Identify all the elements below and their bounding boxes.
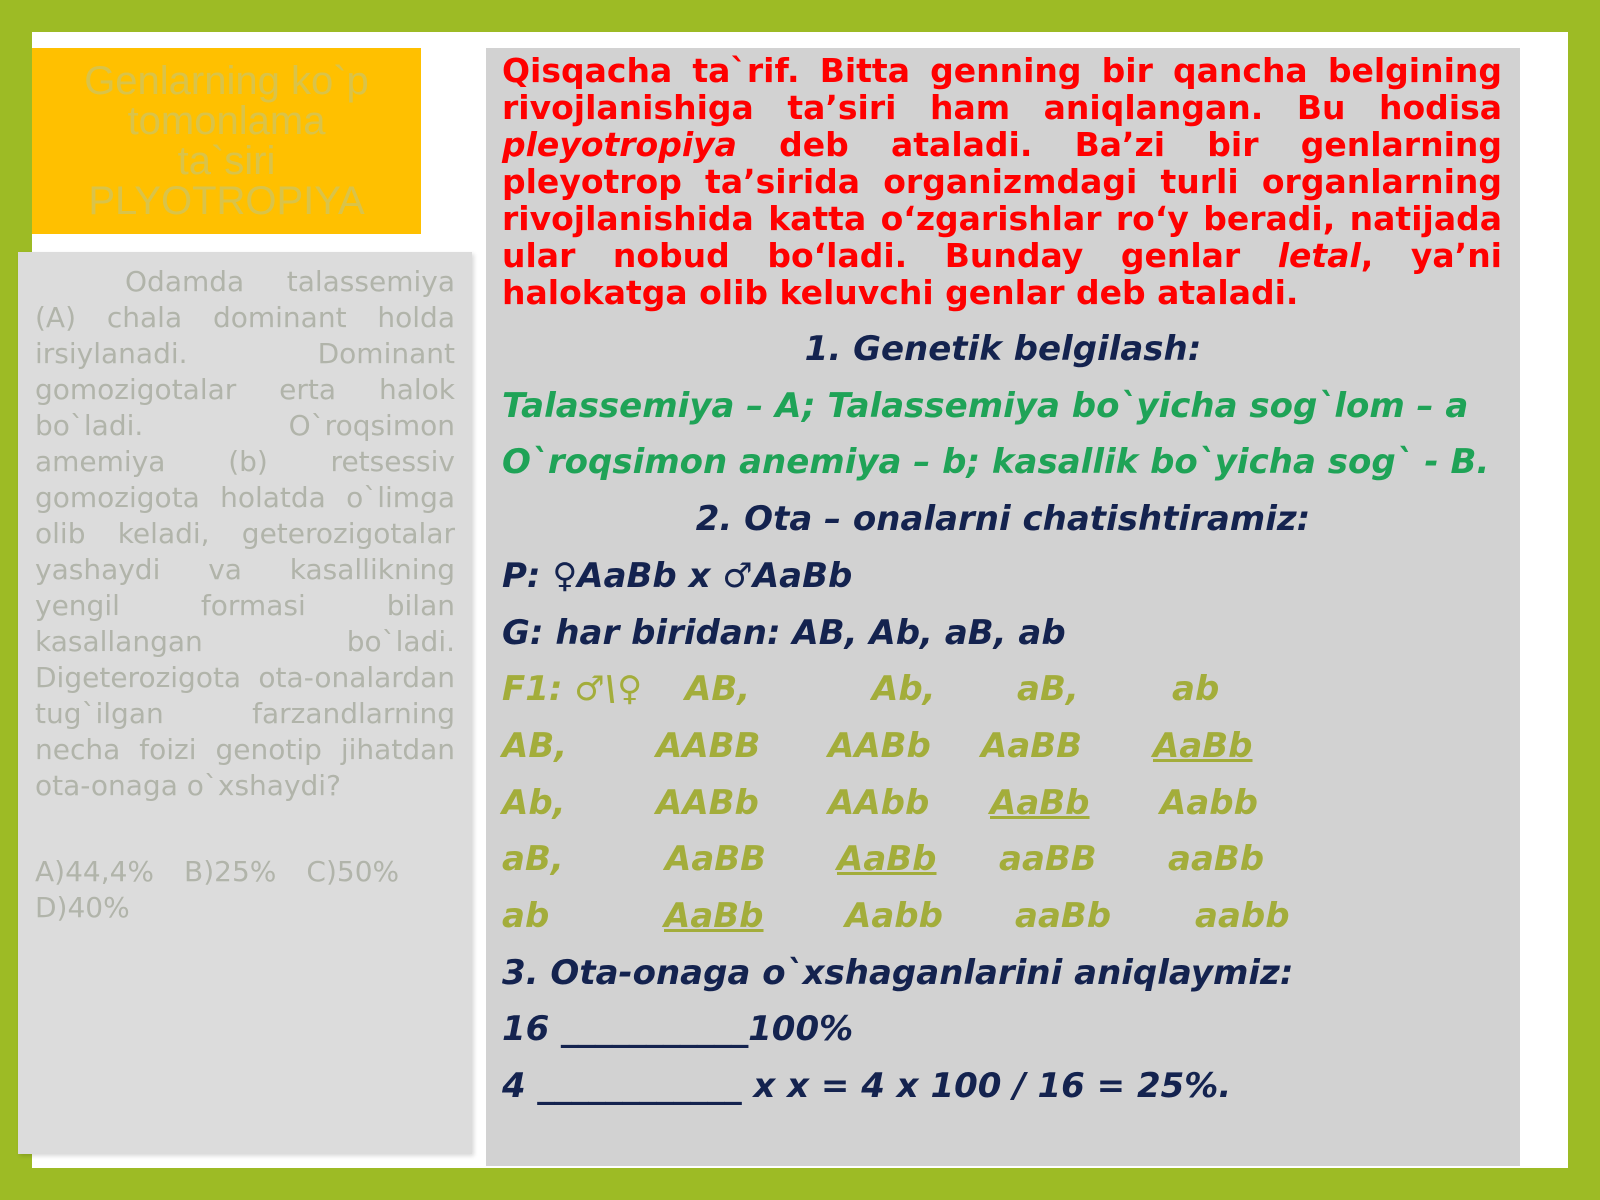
option-b: B)25% [184, 855, 277, 888]
slide-title [32, 48, 421, 234]
punnett-row-header: AB, [502, 726, 568, 766]
punnett-header-row [0, 669, 1600, 713]
punnett-cell: AAbb [828, 783, 930, 823]
punnett-cell: AABB [656, 726, 761, 766]
punnett-cell: AABb [828, 726, 931, 766]
punnett-cell: AaBb [837, 839, 937, 879]
punnett-cell: AaBb [990, 783, 1090, 823]
punnett-cell: aaBB [999, 839, 1097, 879]
punnett-row-header: Ab, [502, 783, 566, 823]
calc-line-2: 4 ____________ x x = 4 x 100 / 16 = 25%. [502, 1066, 1232, 1106]
option-c: C)50% [306, 855, 400, 888]
punnett-cell: aaBb [1168, 839, 1265, 879]
punnett-row-header: ab [502, 896, 550, 936]
punnett-cell: AaBb [1153, 726, 1253, 766]
title-line: PLYOTROPIYA [88, 179, 365, 223]
definition-text [502, 52, 1502, 311]
punnett-cell: Aabb [1160, 783, 1258, 823]
problem-text: Odamda talassemiya (A) chala dominant holda irsiylanadi. Dominant gomozigotalar erta halok bo`ladi. O`roqsimon amemiya (b) retsessiv gomozigota holatda o`limga olib keladi, geterozigotalar yashaydi va kasallikning yengil formasi bilan kasallangan bo`ladi. Digeterozigota ota-onalardan tug`ilgan farzandlarning necha foizi genotip jihatdan ota-onaga o`xshaydi? [35, 265, 455, 802]
definition-part: Qisqacha ta`rif. Bitta genning bir qancha belgining rivojlanishiga ta’siri ham aniqlangan. Bu hodisa [502, 51, 1502, 127]
title-line: ta`siri [177, 139, 276, 183]
definition-part: , ya’ni halokatga olib keluvchi genlar deb ataladi. [502, 236, 1502, 312]
punnett-row [0, 726, 1600, 770]
term-pleyotropiya: pleyotropiya [502, 125, 737, 164]
punnett-cell: AaBB [981, 726, 1083, 766]
punnett-cell: AaBB [665, 839, 767, 879]
punnett-cell: aabb [1195, 896, 1290, 936]
gametes-line: G: har biridan: AB, Ab, aB, ab [502, 613, 1066, 653]
punnett-row [0, 783, 1600, 827]
punnett-col-header: AB, [685, 669, 751, 709]
parents-line: P: ♀AaBb x ♂AaBb [502, 556, 853, 596]
title-line: tomonlama [127, 99, 326, 143]
punnett-cell: AaBb [664, 896, 764, 936]
step1-heading: 1. Genetik belgilash: [804, 329, 1202, 369]
option-a: A)44,4% [35, 855, 155, 888]
term-letal: letal [1277, 236, 1361, 275]
step3-heading: 3. Ota-onaga o`xshaganlarini aniqlaymiz: [502, 953, 1294, 993]
punnett-cell: Aabb [845, 896, 943, 936]
punnett-col-header: aB, [1017, 669, 1079, 709]
option-d: D)40% [35, 891, 130, 924]
designation-line-2: O`roqsimon anemiya – b; kasallik bo`yicha sog` - B. [502, 442, 1490, 482]
title-line: Genlarning ko`p [84, 59, 369, 103]
punnett-row-header: aB, [502, 839, 564, 879]
punnett-row [0, 896, 1600, 940]
punnett-col-header: ab [1172, 669, 1220, 709]
punnett-cell: AABb [656, 783, 759, 823]
punnett-cell: aaBb [1015, 896, 1112, 936]
punnett-col-header: Ab, [872, 669, 936, 709]
designation-line-1: Talassemiya – A; Talassemiya bo`yicha sog`lom – a [502, 386, 1469, 426]
step2-heading: 2. Ota – onalarni chatishtiramiz: [695, 499, 1311, 539]
punnett-row [0, 839, 1600, 883]
punnett-corner: F1: ♂\♀ [502, 669, 643, 709]
definition-part: deb ataladi. Ba’zi bir genlarning pleyotrop ta’sirida organizmdagi turli organlarning rivojlanishida katta o‘zgarishlar ro‘y beradi, natijada ular nobud bo‘ladi. Bunday genlar [502, 125, 1502, 275]
calc-line-1: 16 ___________100% [502, 1009, 854, 1049]
